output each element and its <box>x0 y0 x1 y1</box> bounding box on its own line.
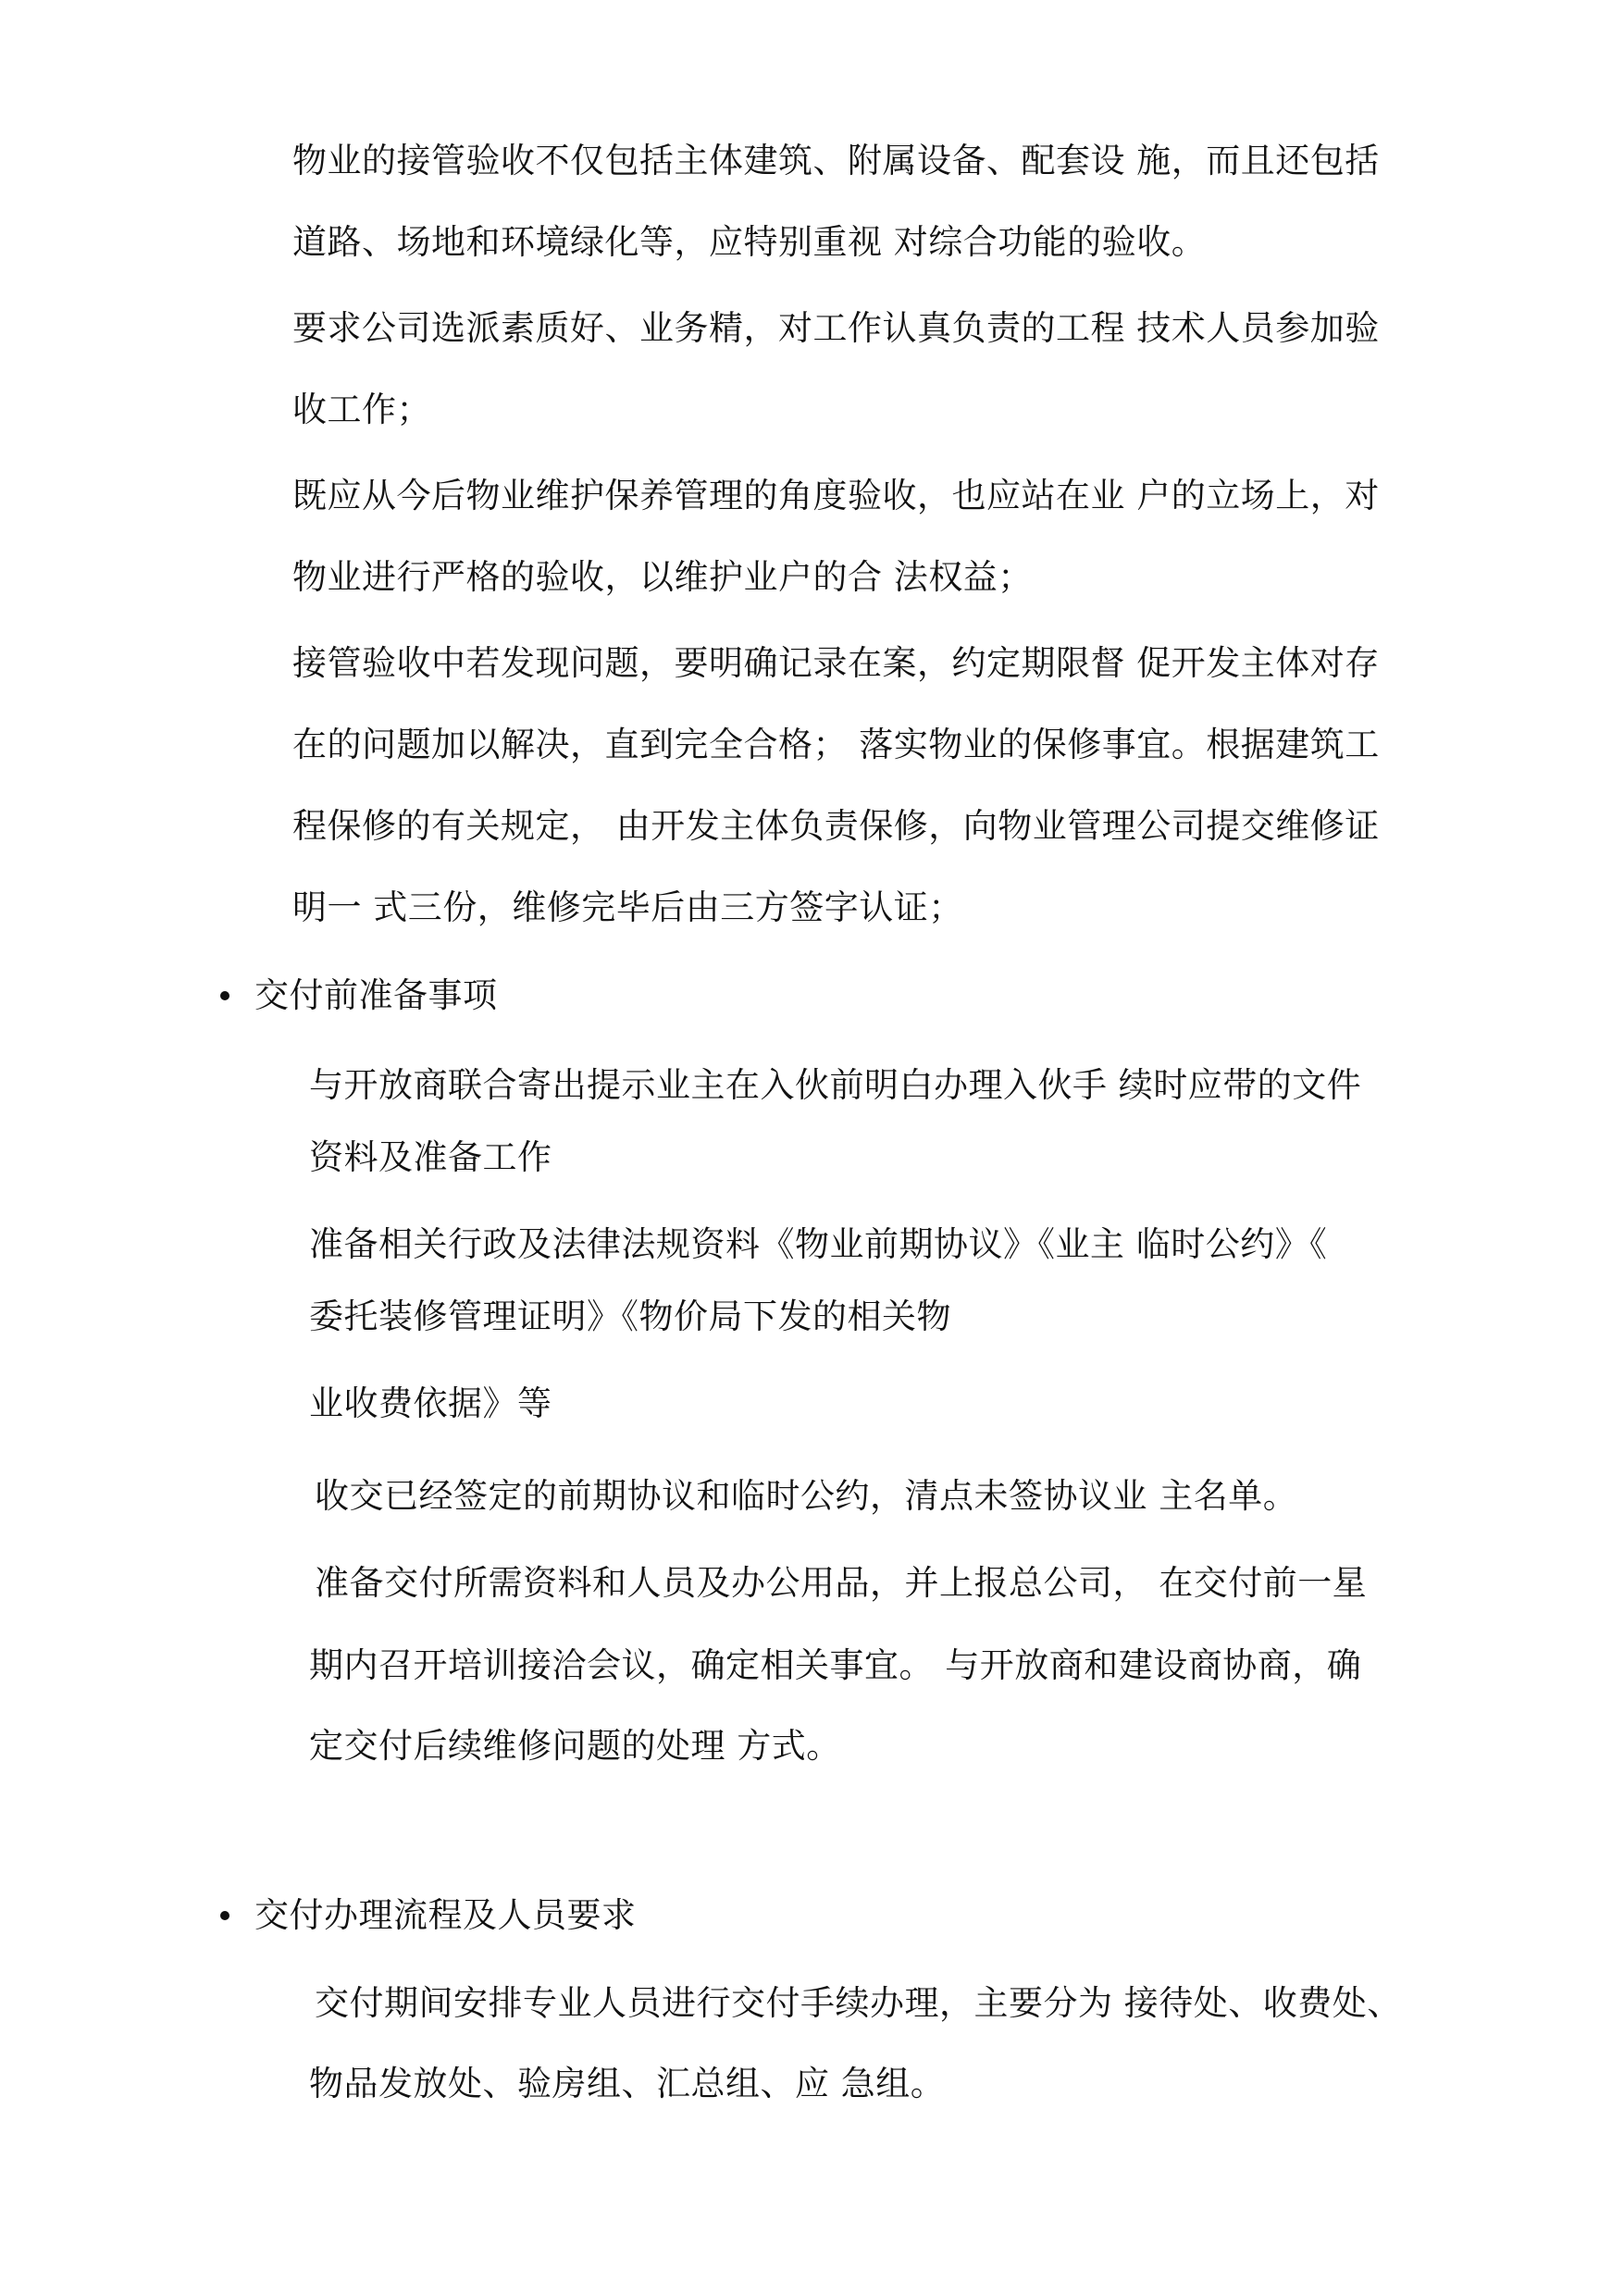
paragraph-line: 准备交付所需资料和人员及办公用品，并上报总公司， 在交付前一星 <box>315 1563 1368 1603</box>
paragraph-line: 物品发放处、验房组、汇总组、应 急组。 <box>309 2064 946 2103</box>
bullet-icon <box>220 1911 229 1920</box>
paragraph-line: 收交已经签定的前期协议和临时公约，清点未签协议业 主名单。 <box>315 1476 1298 1516</box>
paragraph-line: 明一 式三份，维修完毕后由三方签字认证； <box>292 887 963 927</box>
paragraph-line: 物业进行严格的验收，以维护业户的合 法权益； <box>292 557 1033 597</box>
bullet-icon <box>220 991 229 1000</box>
paragraph-line: 期内召开培训接洽会议，确定相关事宜。 与开放商和建设商协商，确 <box>309 1645 1362 1685</box>
paragraph-line: 业收费依据》等 <box>309 1383 552 1423</box>
paragraph-line: 定交付后续维修问题的处理 方式。 <box>309 1726 841 1766</box>
paragraph-line: 要求公司选派素质好、业务精，对工作认真负责的工程 技术人员参加验 <box>292 308 1380 348</box>
paragraph-line: 既应从今后物业维护保养管理的角度验收，也应站在业 户的立场上，对 <box>292 476 1380 515</box>
paragraph-line: 交付期间安排专业人员进行交付手续办理，主要分为 接待处、收费处、 <box>315 1983 1402 2023</box>
paragraph-line: 接管验收中若发现问题，要明确记录在案，约定期限督 促开发主体对存 <box>292 643 1380 683</box>
paragraph-line: 在的问题加以解决，直到完全合格； 落实物业的保修事宜。根据建筑工 <box>292 725 1380 764</box>
paragraph-line: 资料及准备工作 <box>309 1137 552 1177</box>
section-heading: 交付办理流程及人员要求 <box>254 1895 637 1935</box>
paragraph-line: 与开放商联合寄出提示业主在入伙前明白办理入伙手 续时应带的文件 <box>309 1065 1362 1105</box>
paragraph-line: 物业的接管验收不仅包括主体建筑、附属设备、配套设 施，而且还包括 <box>292 141 1380 180</box>
paragraph-line: 程保修的有关规定， 由开发主体负责保修，向物业管理公司提交维修证 <box>292 806 1380 846</box>
paragraph-line: 道路、场地和环境绿化等，应特别重视 对综合功能的验收。 <box>292 222 1207 262</box>
paragraph-line: 收工作； <box>292 390 431 429</box>
paragraph-line: 委托装修管理证明》《物价局下发的相关物 <box>309 1296 951 1336</box>
section-heading: 交付前准备事项 <box>254 975 498 1015</box>
paragraph-line: 准备相关行政及法律法规资料《物业前期协议》《业主 临时公约》《 <box>309 1224 1328 1264</box>
